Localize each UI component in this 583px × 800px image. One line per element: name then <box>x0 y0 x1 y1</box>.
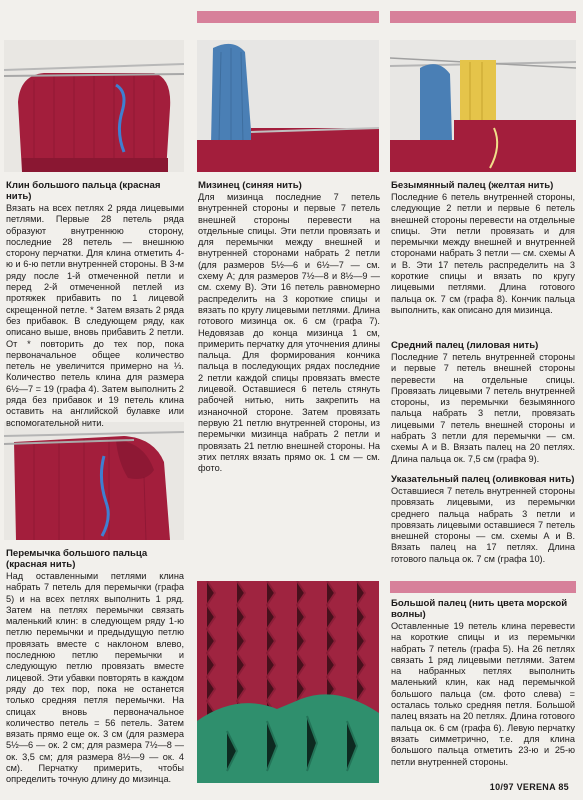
section-title: Клин большого пальца (красная нить) <box>6 180 161 202</box>
section-body: Над оставленными петлями клина набрать 7 петель для перемычки (графа 5) и на всех петлях выполнить 1 ряд. Затем на петлях перемычки связать маленький клин: в следующем ряду 1-ю петлю перемычки и предыдущую петлю провязать вместе с наклоном влево, последнюю петлю перемычки и следующую петлю провязать вместе лицевой. Эти убавки повторять в каждом ряду до тех пор, пока не останется только средняя петля перемычки. На спицах вновь первоначальное количество петель = 56 петель. Затем вязать прямо еще ок. 3 см (для размера 5½—6 — ок. 2 см; для размера 7½—8 — ок. 3,5 см; для размера 8½—9 — ок. 4 см). Перчатку примерить, чтобы определить точную длину до мизинца. <box>6 571 184 785</box>
section-body: Вязать на всех петлях 2 ряда лицевыми петлями. Первые 28 петель ряда образуют внутреннюю сторону, последние 28 петель — внешнюю сторону перчатки. Для клина отметить 4-ю и 6-ю петли внутренней стороны. В 3-м ряду после 1-й отмеченной петли и перед 2-й отмеченной петлей из протяжек прибавить по 1 лицевой скрещенной петле. * Затем вязать 2 ряда без прибавок. В следующем ряду, как описано выше, вновь прибавить 2 петли. От * повторить до тех пор, пока первоначальное общее количество петель не увеличится примерно на ⅓. Количество петель клина для размера 6½—7 = 19 (графа 4). Затем выполнить 2 ряда без прибавок и 19 петель клина оставить на английской булавке или вспомогательной нити. <box>6 203 184 428</box>
section-title: Безымянный палец (желтая нить) <box>391 180 554 191</box>
section-body: Оставленные 19 петель клина перевести на короткие спицы и из перемычки набрать 7 петель (графа 5). На 26 петлях связать 1 ряд лицевыми петлями. Затем на набранных петлях выполнить маленький клин, как над перемычкой большого пальца (см. фото слева) = осталась только средняя петля. Большой палец вязать на 20 петлях. Длина готового пальца ок. 6 см (графа 6). Левую перчатку вязать симметрично, т.е. для клина большого пальца отметить 23-ю и 25-ю петли внутренней стороны. <box>391 621 575 767</box>
section-body: Последние 7 петель внутренней стороны и первые 7 петель внешней стороны перевести на отдельные спицы. Провязать лицевыми 7 петель внутренней стороны, из перемычки безымянного пальца набрать 3 петли, провязать лицевыми 7 петель внешней стороны и набрать 3 петли для перемычки — см. схемы А и В. Вязать палец на 20 петлях. Длина пальца ок. 7,5 см (графа 9). <box>391 352 575 464</box>
accent-bar <box>390 11 576 23</box>
photo-thumb-wedge <box>4 40 184 172</box>
section-title: Указательный палец (оливковая нить) <box>391 474 575 485</box>
section-body: Для мизинца последние 7 петель внутренней стороны и первые 7 петель внешней стороны перевести на отдельные спицы. Эти петли провязать и для перемычки между внешней и внутренней сторонами набрать 2 петли (для размеров 5½—6 и 6½—7 — см. схему А; для размеров 7½—8 и 8½—9 — см. схему В). Эти 16 петель равномерно распределить на 3 короткие спицы и вязать по кругу лицевыми петлями. Длина готового мизинца ок. 6 см (графа 7). Недовязав до конца мизинца 1 см, примерить перчатку для уточнения длины пальца. Для формирования кончика пальца в последующих рядах последние 2 петли каждой спицы провязать вместе лицевой. Оставшиеся 6 петель стянуть рабочей нитью, нить закрепить на изнаночной стороне. Затем провязать первую 21 петлю внутренней стороны, из перемычки мизинца набрать 2 петли и провязать 21 петлю внешней стороны. На этих петлях вязать прямо ок. 1 см — см. фото. <box>198 192 380 474</box>
section-thumb-bridge <box>6 548 184 786</box>
section-index-finger <box>391 474 575 565</box>
photo-ring-finger <box>390 40 576 172</box>
section-pinky <box>198 180 380 474</box>
accent-bar <box>197 11 379 23</box>
section-title: Перемычка большого пальца (красная нить) <box>6 548 148 570</box>
section-ring-finger <box>391 180 575 316</box>
section-thumb <box>391 598 575 768</box>
section-thumb-wedge <box>6 180 184 429</box>
section-title: Средний палец (лиловая нить) <box>391 340 539 351</box>
section-title: Мизинец (синяя нить) <box>198 180 302 191</box>
photo-thumb-closeup <box>197 581 379 783</box>
section-body: Оставшиеся 7 петель внутренней стороны провязать лицевыми, из перемычки среднего пальца набрать 3 петли и провязать лицевыми оставшиеся 7 петель внешней стороны — см. схемы А и В. Вязать палец на 17 петлях. Длина готового пальца ок. 7 см (графа 10). <box>391 486 575 564</box>
page-footer: 10/97 VERENA 85 <box>489 782 569 792</box>
photo-pinky <box>197 40 379 172</box>
section-middle-finger <box>391 340 575 465</box>
section-title: Большой палец (нить цвета морской волны) <box>391 598 568 620</box>
accent-bar <box>390 581 576 593</box>
section-body: Последние 6 петель внутренней стороны, следующие 2 петли и первые 6 петель внешней стороны перевести на отдельные спицы. Эти петли провязать и для перемычки между внешней и внутренней сторонами набрать 3 петли — см. схемы А и В. Эти 17 петель распределить на 3 короткие спицы и вязать по кругу лицевыми петлями. Длина готового пальца ок. 7 см (графа 8). Кончик пальца выполнить, как описано для мизинца. <box>391 192 575 315</box>
photo-thumb-bridge <box>4 422 184 540</box>
